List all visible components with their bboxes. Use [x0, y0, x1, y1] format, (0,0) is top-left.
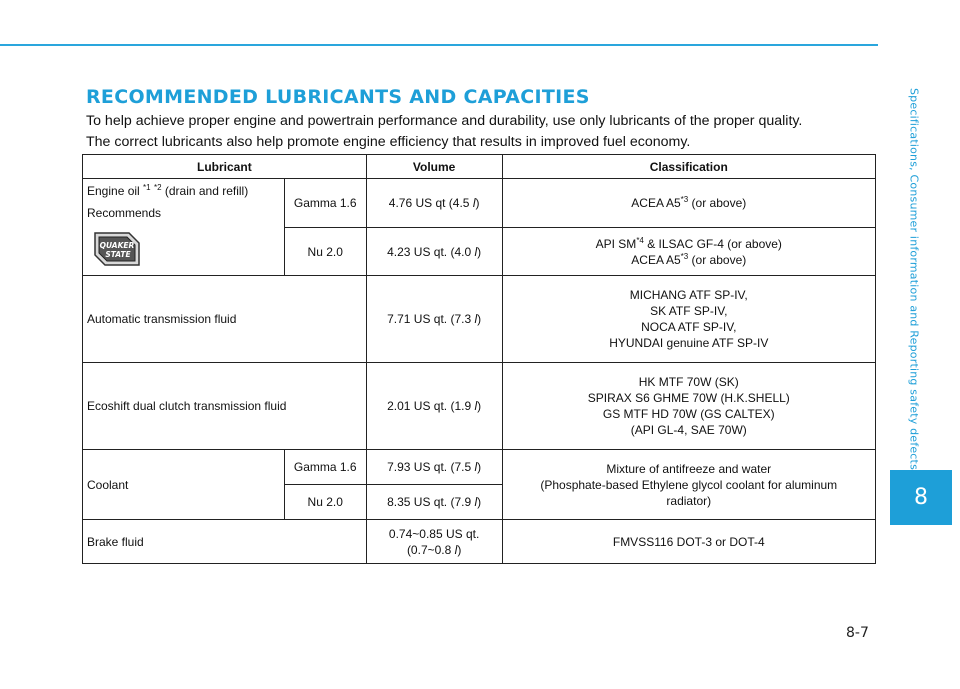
- brake-fluid-volume: 0.74~0.85 US qt. (0.7~0.8 l): [366, 520, 502, 564]
- dct-label: Ecoshift dual clutch transmission fluid: [83, 363, 367, 450]
- engine-oil-label-cell: [83, 179, 285, 276]
- section-title: RECOMMENDED LUBRICANTS AND CAPACITIES: [86, 86, 590, 108]
- engine-oil-engine-gamma: Gamma 1.6: [284, 179, 366, 228]
- coolant-engine-gamma: Gamma 1.6: [284, 450, 366, 485]
- engine-oil-volume-nu: 4.23 US qt. (4.0 l): [366, 228, 502, 276]
- brake-fluid-classification: FMVSS116 DOT-3 or DOT-4: [502, 520, 875, 564]
- intro-text: [86, 111, 886, 153]
- quaker-state-logo: [89, 229, 145, 273]
- chapter-number: 8: [914, 485, 928, 510]
- header-volume: Volume: [366, 155, 502, 179]
- dct-volume: 2.01 US qt. (1.9 l): [366, 363, 502, 450]
- header-lubricant: Lubricant: [83, 155, 367, 179]
- quaker-state-logo-graphic: [89, 229, 145, 269]
- table-row-dct: [83, 363, 876, 450]
- brake-fluid-label: Brake fluid: [83, 520, 367, 564]
- recommends-label: Recommends: [87, 206, 162, 220]
- coolant-volume-nu: 8.35 US qt. (7.9 l): [366, 485, 502, 520]
- table-row-coolant-gamma: [83, 450, 876, 485]
- atf-label: Automatic transmission fluid: [83, 276, 367, 363]
- coolant-engine-nu: Nu 2.0: [284, 485, 366, 520]
- intro-line-1: To help achieve proper engine and powertrain performance and durability, use only lubricants of the proper quality.: [86, 113, 803, 129]
- atf-volume: 7.71 US qt. (7.3 l): [366, 276, 502, 363]
- lubricants-table: [82, 154, 876, 564]
- engine-oil-class-gamma: ACEA A5$^{*3}$ (or above): [502, 179, 875, 228]
- chapter-side-title-text: Specifications, Consumer information and Reporting safety defects: [907, 88, 921, 470]
- dct-classification: HK MTF 70W (SK) SPIRAX S6 GHME 70W (H.K.SHELL) GS MTF HD 70W (GS CALTEX) (API GL-4, SAE 70W): [502, 363, 875, 450]
- table-row-engine-oil-gamma: [83, 179, 876, 228]
- coolant-label: Coolant: [83, 450, 285, 520]
- engine-oil-label: Engine oil $^{*1}$ $^{*2}$ (drain and refill): [87, 183, 249, 198]
- chapter-tab[interactable]: [890, 470, 952, 525]
- engine-oil-volume-gamma: 4.76 US qt (4.5 l): [366, 179, 502, 228]
- logo-text-quaker: QUAKER: [99, 241, 135, 250]
- table-row-brake-fluid: [83, 520, 876, 564]
- atf-classification: MICHANG ATF SP-IV, SK ATF SP-IV, NOCA ATF SP-IV, HYUNDAI genuine ATF SP-IV: [502, 276, 875, 363]
- top-rule: [0, 44, 878, 46]
- table-row-atf: [83, 276, 876, 363]
- chapter-side-title: [904, 88, 924, 468]
- coolant-volume-gamma: 7.93 US qt. (7.5 l): [366, 450, 502, 485]
- page-number: 8-7: [846, 625, 869, 641]
- engine-oil-class-nu: API SM$^{*4}$ & ILSAC GF-4 (or above) ACEA A5$^{*3}$ (or above): [502, 228, 875, 276]
- coolant-classification: Mixture of antifreeze and water (Phosphate-based Ethylene glycol coolant for aluminum radiator): [502, 450, 875, 520]
- header-classification: Classification: [502, 155, 875, 179]
- logo-text-state: STATE: [105, 250, 131, 259]
- intro-line-2: The correct lubricants also help promote engine efficiency that results in improved fuel economy.: [86, 134, 691, 150]
- table-header-row: [83, 155, 876, 179]
- engine-oil-engine-nu: Nu 2.0: [284, 228, 366, 276]
